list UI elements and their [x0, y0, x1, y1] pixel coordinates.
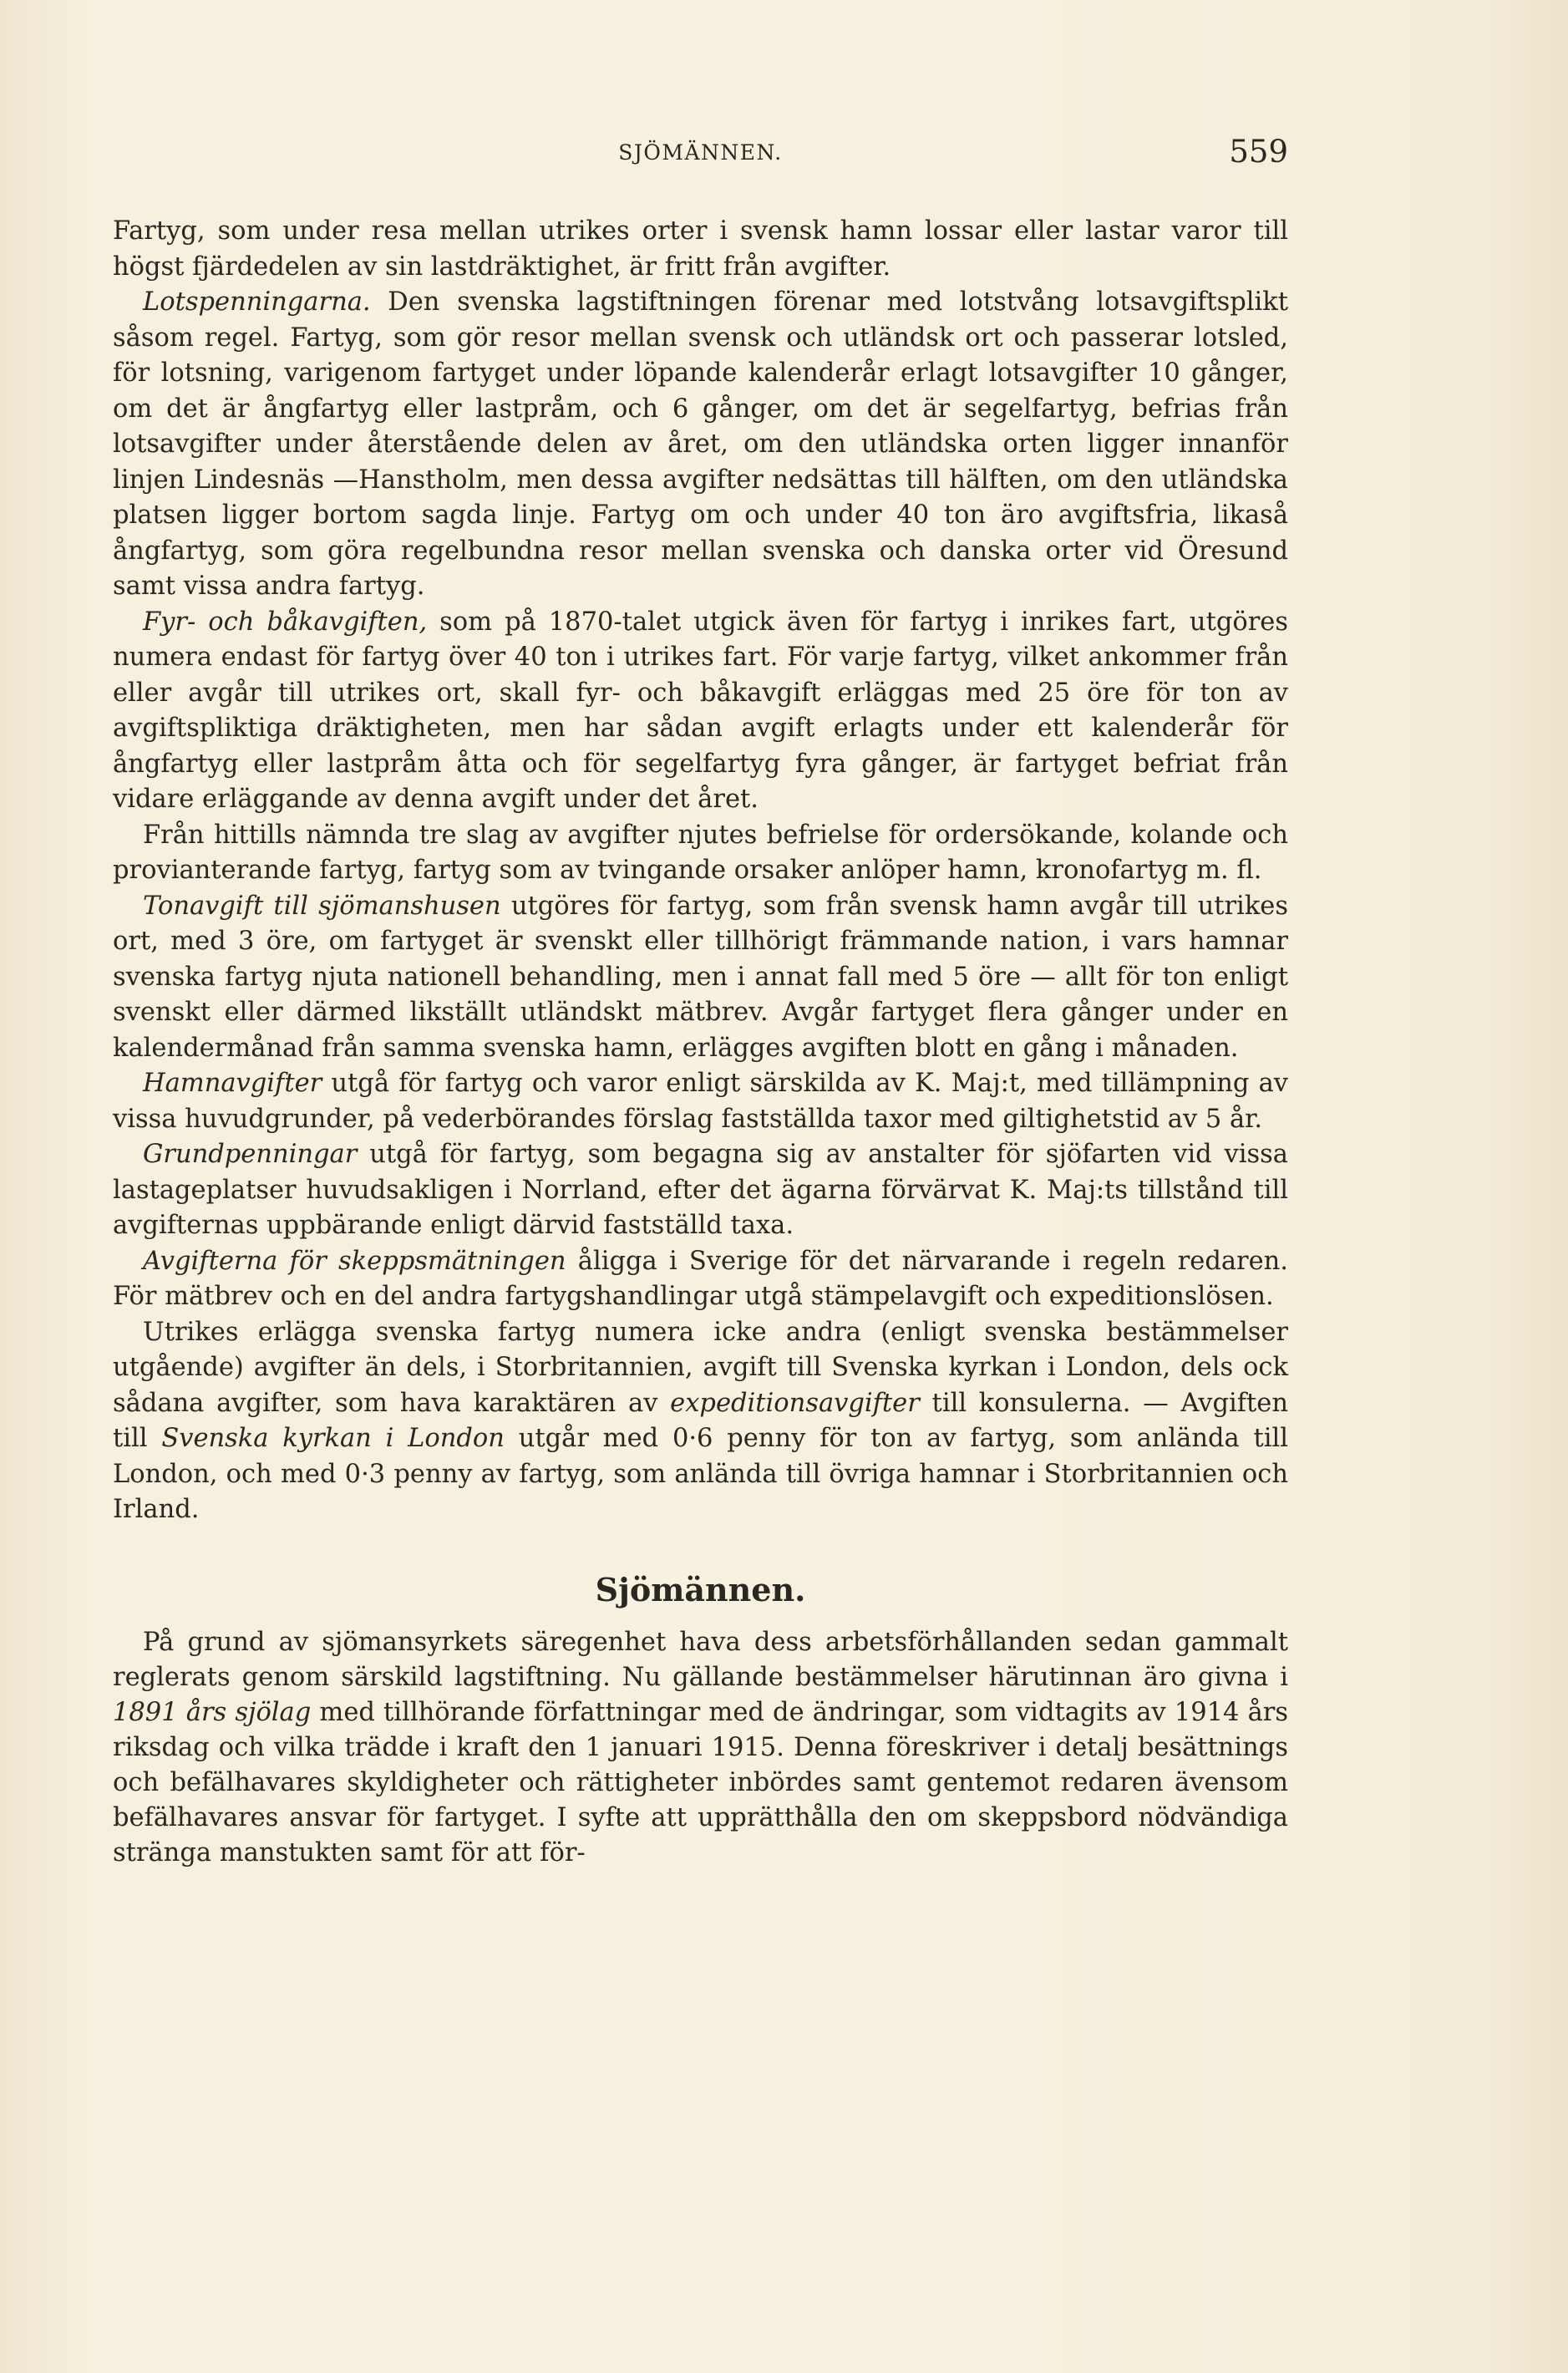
- lead-term: Avgifterna för skeppsmätningen: [143, 1246, 566, 1276]
- lead-term: Tonavgift till sjömanshusen: [143, 891, 501, 921]
- page-header: [113, 134, 1288, 174]
- paragraph-utrikes: Utrikes erlägga svenska fartyg numera icke andra (enligt svenska bestämmelser utgående) avgifter än dels, i Storbritannien, avgift till Svenska kyrkan i London, dels ock sådana avgifter, som hava karaktären av expeditionsavgifter till konsulerna. — Avgiften till Svenska kyrkan i London utgår med 0·6 penny för ton av fartyg, som anlända till London, och med 0·3 penny av fartyg, som anlända till övriga hamnar i Storbritannien och Irland.: [113, 1317, 1289, 1524]
- paragraph-grundpenningar: Grundpenningar utgå för fartyg, som begagna sig av anstalter för sjöfarten vid vissa lastageplatser huvudsakligen i Norrland, efter det ägarna förvärvat K. Maj:ts tillstånd till avgifternas uppbärande enligt därvid fastställd taxa.: [113, 1140, 1288, 1240]
- running-head: SJÖMÄNNEN.: [618, 140, 783, 165]
- paragraph-befrielse: Från hittills nämnda tre slag av avgifter njutes befrielse för ordersökande, kolande och provianterande fartyg, fartyg som av tvingande orsaker anlöper hamn, kronofartyg m. fl.: [113, 820, 1288, 885]
- paragraph-hamnavgifter: Hamnavgifter utgå för fartyg och varor enligt särskilda av K. Maj:t, med tillämpning av vissa huvudgrunder, på vederbörandes förslag fastställda taxor med giltighetstid av 5 år.: [113, 1069, 1288, 1134]
- lead-term: Fyr- och båkavgiften,: [143, 607, 428, 637]
- paragraph-skeppsmatningen: Avgifterna för skeppsmätningen åligga i Sverige för det närvarande i regeln redaren. För mätbrev och en del andra fartygshandlingar utgå stämpelavgift och expeditionslösen.: [113, 1246, 1288, 1311]
- paragraph-fartyg: Fartyg, som under resa mellan utrikes orter i svensk hamn lossar eller lastar varor till högst fjärdedelen av sin lastdräktighet, är fritt från avgifter.: [113, 216, 1288, 282]
- lead-term: Hamnavgifter: [143, 1069, 322, 1098]
- paragraph-lotspenningarna: Lotspenningarna. Den svenska lagstiftningen förenar med lotstvång lotsavgiftsplikt såsom regel. Fartyg, som gör resor mellan svensk och utländsk ort och passerar lotsled, för lotsning, varigenom fartyget under löpande kalenderår erlagt lotsavgifter 10 gånger, om det är ångfartyg eller lastpråm, och 6 gånger, om det är segelfartyg, befrias från lotsavgifter under återstående delen av året, om den utländska orten ligger innanför linjen Lindesnäs —Hanstholm, men dessa avgifter nedsättas till hälften, om den utländska platsen ligger bortom sagda linje. Fartyg om och under 40 ton äro avgiftsfria, likaså ångfartyg, som göra regelbundna resor mellan svenska och danska orter vid Öresund samt vissa andra fartyg.: [113, 287, 1288, 601]
- paragraph-sjomannen: På grund av sjömansyrkets säregenhet hava dess arbetsförhållanden sedan gammalt reglerats genom särskild lagstiftning. Nu gällande bestämmelser härutinnan äro givna i 1891 års sjölag med tillhörande författningar med de ändringar, som vidtagits av 1914 års riksdag och vilka trädde i kraft den 1 januari 1915. Denna föreskriver i detalj besättnings och befälhavares skyldigheter och rättigheter inbördes samt gentemot redaren ävensom befälhavares ansvar för fartyget. I syfte att upprätthålla den om skeppsbord nödvändiga stränga manstukten samt för att för-: [113, 1627, 1288, 1867]
- page-number: 559: [1229, 134, 1288, 170]
- body-text: [113, 214, 1288, 1871]
- section-title: Sjömännen.: [595, 1570, 806, 1608]
- paragraph-tonavgift: Tonavgift till sjömanshusen utgöres för fartyg, som från svensk hamn avgår till utrikes ort, med 3 öre, om fartyget är svenskt eller tillhörigt främmande nation, i vars hamnar svenska fartyg njuta nationell behandling, men i annat fall med 5 öre — allt för ton enligt svenskt eller därmed likställt utländskt mätbrev. Avgår fartyget flera gånger under en kalendermånad från samma svenska hamn, erlägges avgiften blott en gång i månaden.: [113, 891, 1288, 1063]
- lead-term: Lotspenningarna.: [143, 287, 371, 317]
- paragraph-fyr-och-bakavgiften: Fyr- och båkavgiften, som på 1870-talet utgick även för fartyg i inrikes fart, utgöres numera endast för fartyg över 40 ton i utrikes fart. För varje fartyg, vilket ankommer från eller avgår till utrikes ort, skall fyr- och båkavgift erläggas med 25 öre för ton av avgiftspliktiga dräktigheten, men har sådan avgift erlagts under ett kalenderår för ångfartyg eller lastpråm åtta och för segelfartyg fyra gånger, är fartyget befriat från vidare erläggande av denna avgift under det året.: [113, 607, 1289, 814]
- lead-term: Grundpenningar: [143, 1140, 358, 1169]
